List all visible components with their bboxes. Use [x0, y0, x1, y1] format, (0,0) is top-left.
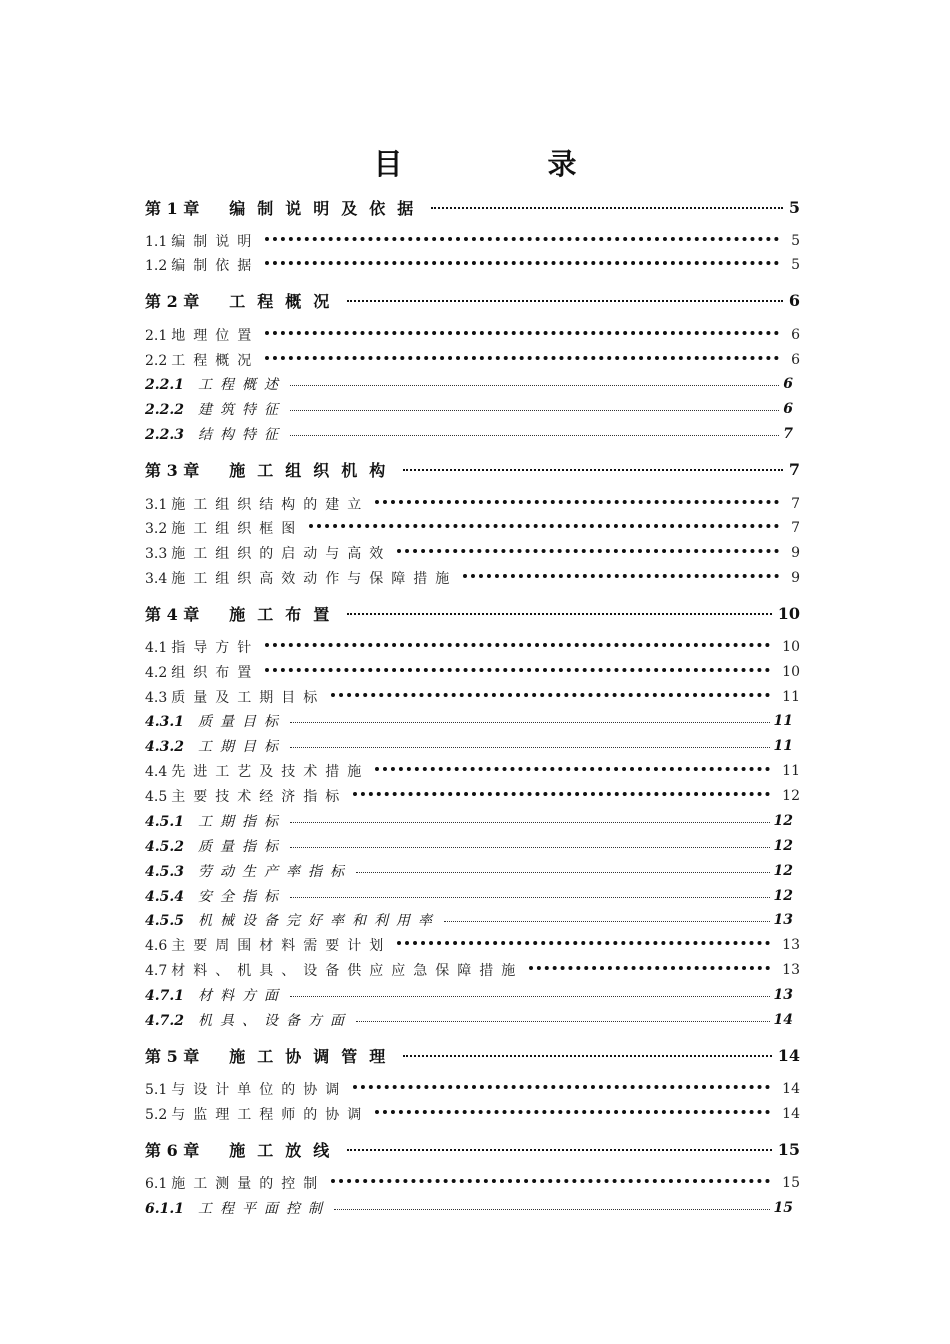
toc-page-number: 12 [773, 888, 793, 904]
toc-entry-title: 劳动生产率指标 [197, 864, 352, 880]
toc-entry-number: 4.6 [145, 938, 168, 954]
toc-entry-title: 材料、机具、设备供应应急保障措施 [171, 963, 524, 979]
toc-entry-number: 4.7 [145, 963, 168, 979]
toc-entry-label [145, 1010, 352, 1030]
toc-entry-title: 质量指标 [197, 839, 286, 855]
toc-page-number: 5 [791, 233, 800, 249]
toc-entry-title: 施工布置 [229, 604, 342, 624]
toc-entry-number: 第 3 章 [145, 460, 200, 480]
toc-entry-title: 建筑特征 [197, 402, 286, 418]
toc-entry-label [145, 231, 259, 251]
toc-entry-label [145, 761, 369, 781]
toc-entry-number: 4.3.1 [145, 714, 184, 730]
toc-section-entry[interactable] [145, 254, 800, 276]
toc-page-number: 14 [782, 1106, 800, 1122]
dot-leader [403, 1055, 771, 1057]
toc-entry-title: 施工测量的控制 [171, 1176, 326, 1192]
toc-subsection-entry[interactable] [145, 909, 793, 931]
toc-chapter-entry[interactable] [145, 602, 800, 624]
dot-leader [290, 722, 770, 723]
toc-entry-number: 3.2 [145, 521, 168, 537]
toc-entry-label [145, 494, 369, 514]
toc-entry-title: 与设计单位的协调 [171, 1082, 348, 1098]
toc-entry-title: 施工组织的启动与高效 [171, 546, 392, 562]
toc-entry-title: 工程概述 [197, 377, 286, 393]
dot-leader [356, 872, 770, 873]
toc-entry-title: 编制说明 [171, 234, 260, 250]
toc-subsection-entry[interactable] [145, 810, 793, 832]
toc-entry-title: 组织布置 [171, 665, 260, 681]
toc-entry-label [145, 1079, 347, 1099]
toc-subsection-entry[interactable] [145, 398, 793, 420]
toc-chapter-entry[interactable] [145, 289, 800, 311]
toc-entry-number: 4.5.2 [145, 839, 184, 855]
toc-entry-label [145, 1198, 330, 1218]
toc-page-number: 15 [777, 1139, 800, 1159]
dot-leader [290, 747, 770, 748]
dot-leader [334, 1209, 770, 1210]
dot-leader [375, 767, 770, 771]
toc-page-number: 15 [773, 1200, 793, 1216]
toc-entry-label [145, 736, 286, 756]
toc-entry-number: 2.2 [145, 353, 168, 369]
toc-entry-label [145, 518, 303, 538]
toc-page-number: 14 [777, 1045, 800, 1065]
toc-entry-label [145, 424, 286, 444]
toc-section-entry[interactable] [145, 760, 800, 782]
dot-leader [397, 549, 779, 553]
toc-entry-number: 第 5 章 [145, 1046, 200, 1066]
toc-entry-number: 第 4 章 [145, 604, 200, 624]
toc-entry-number: 第 1 章 [145, 198, 200, 218]
toc-entry-number: 4.5 [145, 789, 168, 805]
toc-entry-title: 工期指标 [197, 814, 286, 830]
toc-section-entry[interactable] [145, 493, 800, 515]
toc-page-number: 14 [782, 1081, 800, 1097]
toc-page-number: 7 [791, 496, 800, 512]
dot-leader [347, 613, 771, 615]
dot-leader [444, 921, 770, 922]
toc-chapter-entry[interactable] [145, 1044, 800, 1066]
toc-section-entry[interactable] [145, 959, 800, 981]
dot-leader [265, 643, 770, 647]
toc-entry-label [145, 836, 286, 856]
toc-entry-label [145, 1138, 341, 1161]
toc-entry-label [145, 1104, 369, 1124]
toc-page-number: 12 [773, 863, 793, 879]
toc-entry-label [145, 255, 259, 275]
toc-entry-number: 4.5.3 [145, 864, 184, 880]
dot-leader [331, 693, 770, 697]
dot-leader [309, 524, 779, 528]
toc-entry-title: 材料方面 [197, 988, 286, 1004]
toc-entry-number: 3.3 [145, 546, 168, 562]
dot-leader [463, 574, 779, 578]
dot-leader [290, 385, 779, 386]
toc-entry-label [145, 399, 286, 419]
toc-entry-number: 4.5.5 [145, 913, 184, 929]
toc-entry-number: 4.3.2 [145, 739, 184, 755]
toc-subsection-entry[interactable] [145, 373, 793, 395]
dot-leader [265, 668, 770, 672]
dot-leader [265, 356, 779, 360]
toc-page-number: 6 [791, 352, 800, 368]
toc-page-number: 7 [788, 459, 800, 479]
toc-entry-title: 施工组织框图 [171, 521, 304, 537]
toc-entry-title: 工程概况 [171, 353, 260, 369]
dot-leader [375, 1110, 770, 1114]
toc-page-number: 11 [773, 738, 793, 754]
toc-entry-number: 1.1 [145, 234, 168, 250]
toc-page-number: 6 [791, 327, 800, 343]
toc-entry-label [145, 289, 341, 312]
toc-entry-label [145, 786, 347, 806]
toc-entry-number: 5.2 [145, 1107, 168, 1123]
toc-entry-number: 3.4 [145, 571, 168, 587]
toc-page-number: 13 [773, 912, 793, 928]
toc-entry-label [145, 985, 286, 1005]
toc-subsection-entry[interactable] [145, 1197, 793, 1219]
toc-entry-label [145, 350, 259, 370]
toc-page-number: 12 [773, 813, 793, 829]
toc-entry-number: 4.3 [145, 690, 168, 706]
toc-entry-label [145, 662, 259, 682]
toc-page-number: 11 [782, 763, 800, 779]
toc-section-entry[interactable] [145, 542, 800, 564]
dot-leader [265, 261, 779, 265]
toc-entry-number: 2.2.3 [145, 427, 184, 443]
toc-entry-label [145, 711, 286, 731]
toc-entry-title: 质量及工期目标 [171, 690, 326, 706]
toc-section-entry[interactable] [145, 661, 800, 683]
toc-subsection-entry[interactable] [145, 835, 793, 857]
toc-page-number: 10 [782, 664, 800, 680]
toc-entry-title: 编制依据 [171, 258, 260, 274]
dot-leader [403, 469, 783, 471]
toc-entry-label [145, 935, 391, 955]
toc-page-number: 13 [782, 937, 800, 953]
toc-entry-title: 施工组织结构的建立 [171, 497, 370, 513]
toc-page-number: 7 [783, 426, 793, 442]
toc-subsection-entry[interactable] [145, 885, 793, 907]
dot-leader [529, 966, 770, 970]
toc-page-number: 9 [791, 570, 800, 586]
toc-entry-number: 4.7.1 [145, 988, 184, 1004]
toc-entry-number: 6.1 [145, 1176, 168, 1192]
toc-page-number: 15 [782, 1175, 800, 1191]
toc-entry-label [145, 196, 425, 219]
toc-section-entry[interactable] [145, 636, 800, 658]
dot-leader [375, 500, 779, 504]
toc-entry-title: 质量目标 [197, 714, 286, 730]
toc-page-number: 11 [782, 689, 800, 705]
toc-page-number: 5 [788, 197, 800, 217]
toc-page-number: 10 [782, 639, 800, 655]
dot-leader [265, 237, 779, 241]
toc-chapter-entry[interactable] [145, 1138, 800, 1160]
dot-leader [353, 792, 770, 796]
toc-page-number: 6 [783, 376, 793, 392]
toc-page-number: 13 [773, 987, 793, 1003]
toc-chapter-entry[interactable] [145, 458, 800, 480]
toc-entry-label [145, 687, 325, 707]
toc-entry-number: 4.7.2 [145, 1013, 184, 1029]
dot-leader [290, 996, 770, 997]
toc-entry-title: 工期目标 [197, 739, 286, 755]
toc-entry-title: 工程平面控制 [197, 1201, 330, 1217]
toc-entry-title: 安全指标 [197, 889, 286, 905]
toc-subsection-entry[interactable] [145, 860, 793, 882]
toc-entry-title: 编制说明及依据 [229, 198, 426, 218]
toc-section-entry[interactable] [145, 567, 800, 589]
toc-entry-label [145, 374, 286, 394]
toc-page-number: 11 [773, 713, 793, 729]
toc-entry-label [145, 960, 523, 980]
toc-section-entry[interactable] [145, 1103, 800, 1125]
toc-entry-label [145, 458, 397, 481]
toc-entry-title: 机具、设备方面 [197, 1013, 352, 1029]
toc-section-entry[interactable] [145, 230, 800, 252]
dot-leader [290, 897, 770, 898]
toc-section-entry[interactable] [145, 349, 800, 371]
toc-entry-title: 施工组织机构 [229, 460, 398, 480]
toc-entry-number: 2.1 [145, 328, 168, 344]
toc-subsection-entry[interactable] [145, 710, 793, 732]
toc-page-number: 7 [791, 520, 800, 536]
toc-title: 目 录 [373, 147, 635, 181]
toc-entry-label [145, 861, 352, 881]
toc-entry-number: 6.1.1 [145, 1201, 184, 1217]
dot-leader [290, 822, 770, 823]
toc-entry-title: 指导方针 [171, 640, 260, 656]
toc-page-number: 13 [782, 962, 800, 978]
toc-page-number: 10 [777, 603, 800, 623]
toc-entry-title: 施工协调管理 [229, 1046, 398, 1066]
toc-entry-number: 3.1 [145, 497, 168, 513]
toc-entry-number: 第 6 章 [145, 1140, 200, 1160]
toc-entry-label [145, 637, 259, 657]
toc-entry-number: 4.5.1 [145, 814, 184, 830]
toc-entry-label [145, 811, 286, 831]
toc-entry-label [145, 886, 286, 906]
dot-leader [397, 941, 770, 945]
toc-entry-number: 1.2 [145, 258, 168, 274]
toc-entry-number: 5.1 [145, 1082, 168, 1098]
dot-leader [331, 1179, 770, 1183]
dot-leader [356, 1021, 770, 1022]
toc-page-number: 5 [791, 257, 800, 273]
toc-entry-number: 4.2 [145, 665, 168, 681]
toc-page-number: 14 [773, 1012, 793, 1028]
toc-entry-title: 机械设备完好率和利用率 [197, 913, 440, 929]
toc-section-entry[interactable] [145, 324, 800, 346]
toc-section-entry[interactable] [145, 1078, 800, 1100]
toc-chapter-entry[interactable] [145, 196, 800, 218]
toc-entry-title: 主要周围材料需要计划 [171, 938, 392, 954]
toc-page-number: 9 [791, 545, 800, 561]
toc-entry-number: 4.1 [145, 640, 168, 656]
dot-leader [265, 331, 779, 335]
toc-subsection-entry[interactable] [145, 423, 793, 445]
toc-entry-title: 工程概况 [229, 291, 342, 311]
toc-entry-number: 2.2.1 [145, 377, 184, 393]
toc-entry-label [145, 543, 391, 563]
dot-leader [290, 410, 779, 411]
toc-section-entry[interactable] [145, 686, 800, 708]
toc-entry-title: 施工放线 [229, 1140, 342, 1160]
toc-entry-label [145, 910, 440, 930]
toc-entry-number: 4.4 [145, 764, 168, 780]
dot-leader [347, 300, 783, 302]
dot-leader [431, 207, 783, 209]
toc-entry-title: 地理位置 [171, 328, 260, 344]
toc-page-number: 12 [782, 788, 800, 804]
toc-entry-title: 主要技术经济指标 [171, 789, 348, 805]
toc-entry-label [145, 1044, 397, 1067]
toc-entry-number: 2.2.2 [145, 402, 184, 418]
toc-page-number: 6 [783, 401, 793, 417]
toc-subsection-entry[interactable] [145, 984, 793, 1006]
toc-entry-label [145, 602, 341, 625]
toc-subsection-entry[interactable] [145, 735, 793, 757]
toc-entry-title: 施工组织高效动作与保障措施 [171, 571, 458, 587]
toc-page-number: 12 [773, 838, 793, 854]
dot-leader [353, 1085, 770, 1089]
dot-leader [290, 847, 770, 848]
toc-subsection-entry[interactable] [145, 1009, 793, 1031]
toc-entry-title: 结构特征 [197, 427, 286, 443]
toc-section-entry[interactable] [145, 517, 800, 539]
toc-page-number: 6 [788, 290, 800, 310]
toc-entry-title: 先进工艺及技术措施 [171, 764, 370, 780]
toc-entry-label [145, 325, 259, 345]
toc-section-entry[interactable] [145, 785, 800, 807]
toc-entry-title: 与监理工程师的协调 [171, 1107, 370, 1123]
toc-section-entry[interactable] [145, 934, 800, 956]
toc-entry-label [145, 568, 457, 588]
dot-leader [290, 435, 779, 436]
dot-leader [347, 1149, 771, 1151]
toc-entry-number: 第 2 章 [145, 291, 200, 311]
toc-entry-label [145, 1173, 325, 1193]
toc-section-entry[interactable] [145, 1172, 800, 1194]
toc-entry-number: 4.5.4 [145, 889, 184, 905]
